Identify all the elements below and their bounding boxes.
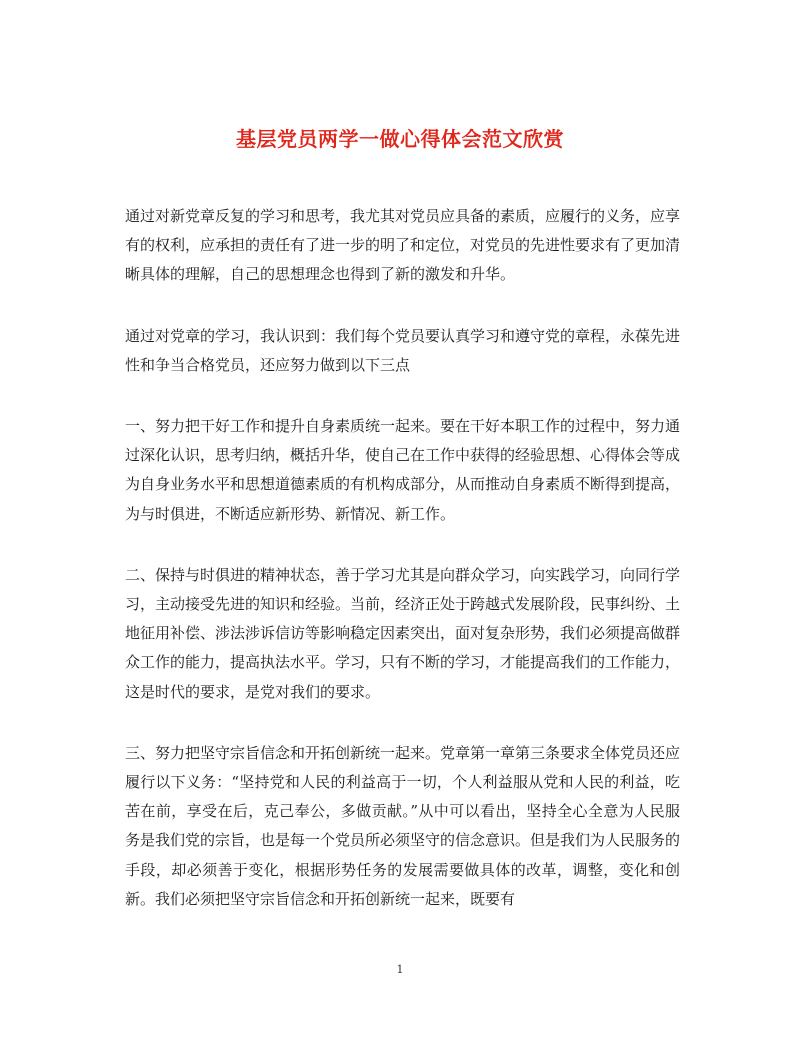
document-body (125, 202, 680, 914)
paragraph-point-three: 三、努力把坚守宗旨信念和开拓创新统一起来。党章第一章第三条要求全体党员还应履行以下义务：“坚持党和人民的利益高于一切，个人利益服从党和人民的利益，吃苦在前，享受在后，克己奉公，多做贡献。”从中可以看出，坚持全心全意为人民服务是我们党的宗旨，也是每一个党员所必须坚守的信念意识。但是我们为人民服务的手段，却必须善于变化，根据形势任务的发展需要做具体的改革，调整，变化和创新。我们必须把坚守宗旨信念和开拓创新统一起来，既要有 (125, 743, 681, 908)
paragraph-understanding: 通过对党章的学习，我认识到：我们每个党员要认真学习和遵守党的章程，永葆先进性和争当合格党员，还应努力做到以下三点 (125, 326, 681, 374)
paragraph-point-two: 二、保持与时俱进的精神状态，善于学习尤其是向群众学习，向实践学习，向同行学习，主动接受先进的知识和经验。当前，经济正处于跨越式发展阶段，民事纠纷、土地征用补偿、涉法涉诉信访等影响稳定因素突出，面对复杂形势，我们必须提高做群众工作的能力，提高执法水平。学习，只有不断的学习，才能提高我们的工作能力，这是时代的要求，是党对我们的要求。 (125, 565, 681, 701)
page-number: 1 (396, 963, 404, 976)
paragraph-point-one: 一、努力把干好工作和提升自身素质统一起来。要在干好本职工作的过程中，努力通过深化认识，思考归纳，概括升华，使自己在工作中获得的经验思想、心得体会等成为自身业务水平和思想道德素质的有机构成部分，从而推动自身素质不断得到提高，为与时俱进，不断适应新形势、新情况、新工作。 (125, 417, 681, 523)
document-title: 基层党员两学一做心得体会范文欣赏 (236, 127, 564, 152)
paragraph-intro: 通过对新党章反复的学习和思考，我尤其对党员应具备的素质，应履行的义务，应享有的权利，应承担的责任有了进一步的明了和定位，对党员的先进性要求有了更加清晰具体的理解，自己的思想理念也得到了新的激发和升华。 (125, 207, 681, 284)
